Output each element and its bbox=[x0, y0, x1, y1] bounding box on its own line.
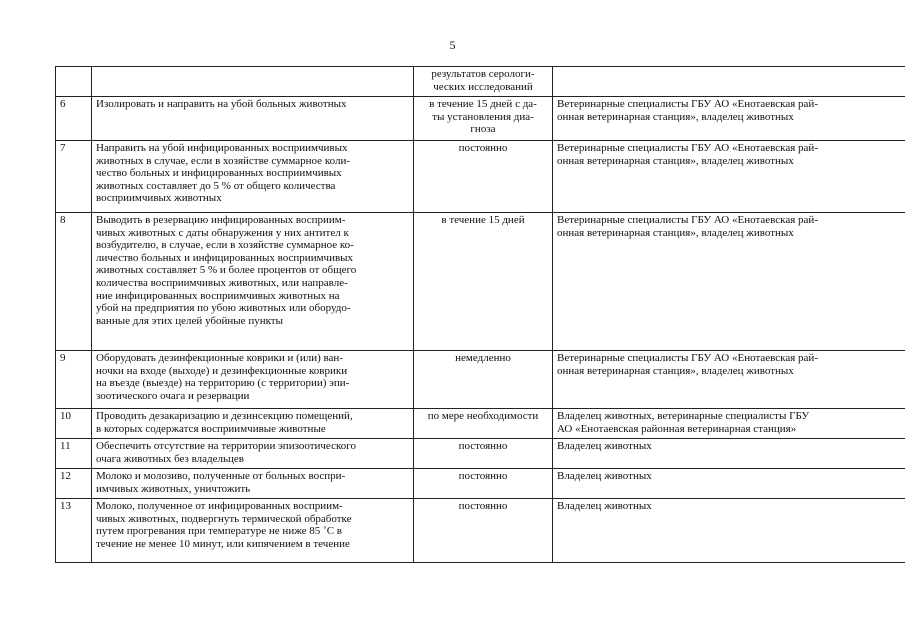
responsible-cell bbox=[553, 439, 905, 469]
measure-cell-text: Молоко и молозиво, полученные от больных воспри- имчивых животных, уничтожить bbox=[96, 470, 346, 495]
responsible-cell bbox=[553, 213, 905, 351]
measure-cell bbox=[92, 439, 414, 469]
responsible-cell bbox=[553, 499, 905, 563]
measure-cell-text: Выводить в резервацию инфицированных восприим- чивых животных с даты обнаружения у них антител к возбудителю, в случае, если в хозяйстве суммарное ко- личество больных и инфицированных восприимчивых животных составляет 5 % и более процентов от общего количества восприимчивых животных, или направле- ние инфицированных восприимчивых животных на убой на предприятия по убою животных или оборудо- ванные для этих целей убойные пункты bbox=[96, 214, 357, 327]
row-number-cell-text: 13 bbox=[60, 500, 71, 512]
row-number-cell-text: 11 bbox=[60, 440, 71, 452]
row-number-cell bbox=[56, 67, 92, 97]
table-row bbox=[56, 351, 905, 409]
term-cell-text: результатов серологи- ческих исследований bbox=[431, 68, 535, 93]
term-cell-text: постоянно bbox=[458, 470, 508, 482]
measure-cell-text: Обеспечить отсутствие на территории эпизоотического очага животных без владельцев bbox=[96, 440, 356, 465]
term-cell bbox=[414, 351, 553, 409]
row-number-cell bbox=[56, 213, 92, 351]
term-cell bbox=[414, 409, 553, 439]
responsible-cell bbox=[553, 469, 905, 499]
row-number-cell bbox=[56, 97, 92, 141]
term-cell-text: в течение 15 дней с да- ты установления диа- гноза bbox=[429, 98, 537, 136]
responsible-cell-text: Ветеринарные специалисты ГБУ АО «Енотаевская рай- онная ветеринарная станция», владелец животных bbox=[557, 142, 818, 167]
measure-cell-text: Молоко, полученное от инфицированных восприим- чивых животных, подвергнуть термической обработке путем прогревания при температуре не ниже 85 ˚С в течение не менее 10 минут, или кипячением в течение bbox=[96, 500, 352, 550]
term-cell-text: по мере необходимости bbox=[427, 410, 539, 422]
term-cell bbox=[414, 141, 553, 213]
term-cell bbox=[414, 469, 553, 499]
responsible-cell-text: Владелец животных, ветеринарные специалисты ГБУ АО «Енотаевская районная ветеринарная станция» bbox=[557, 410, 810, 435]
term-cell bbox=[414, 499, 553, 563]
responsible-cell-text: Владелец животных bbox=[557, 500, 652, 512]
responsible-cell-text: Ветеринарные специалисты ГБУ АО «Енотаевская рай- онная ветеринарная станция», владелец животных bbox=[557, 214, 818, 239]
table-row bbox=[56, 213, 905, 351]
responsible-cell bbox=[553, 67, 905, 97]
measure-cell-text: Проводить дезакаризацию и дезинсекцию помещений, в которых содержатся восприимчивые животные bbox=[96, 410, 353, 435]
term-cell-text: постоянно bbox=[458, 142, 508, 154]
term-cell-text: постоянно bbox=[458, 500, 508, 512]
page-number: 5 bbox=[449, 38, 456, 52]
term-cell bbox=[414, 213, 553, 351]
table-row bbox=[56, 409, 905, 439]
measures-table-body bbox=[56, 67, 905, 563]
term-cell bbox=[414, 97, 553, 141]
row-number-cell-text: 12 bbox=[60, 470, 71, 482]
measure-cell bbox=[92, 409, 414, 439]
measure-cell bbox=[92, 97, 414, 141]
measure-cell bbox=[92, 213, 414, 351]
row-number-cell bbox=[56, 499, 92, 563]
measure-cell bbox=[92, 499, 414, 563]
row-number-cell-text: 8 bbox=[60, 214, 66, 226]
table-row bbox=[56, 499, 905, 563]
row-number-cell-text: 9 bbox=[60, 352, 66, 364]
responsible-cell-text: Ветеринарные специалисты ГБУ АО «Енотаевская рай- онная ветеринарная станция», владелец животных bbox=[557, 352, 818, 377]
responsible-cell-text: Владелец животных bbox=[557, 440, 652, 452]
responsible-cell bbox=[553, 409, 905, 439]
term-cell-text: постоянно bbox=[458, 440, 508, 452]
row-number-cell-text: 6 bbox=[60, 98, 66, 110]
measure-cell bbox=[92, 141, 414, 213]
measure-cell bbox=[92, 351, 414, 409]
responsible-cell-text: Ветеринарные специалисты ГБУ АО «Енотаевская рай- онная ветеринарная станция», владелец животных bbox=[557, 98, 818, 123]
table-row bbox=[56, 469, 905, 499]
responsible-cell bbox=[553, 141, 905, 213]
term-cell-text: немедленно bbox=[455, 352, 511, 364]
row-number-cell bbox=[56, 439, 92, 469]
table-row bbox=[56, 439, 905, 469]
responsible-cell-text: Владелец животных bbox=[557, 470, 652, 482]
measure-cell bbox=[92, 67, 414, 97]
measure-cell-text: Оборудовать дезинфекционные коврики и (или) ван- ночки на входе (выходе) и дезинфекционные коврики на въезде (выезде) на территорию (с территории) эпи- зоотического очага и резервации bbox=[96, 352, 350, 402]
row-number-cell bbox=[56, 469, 92, 499]
responsible-cell bbox=[553, 97, 905, 141]
row-number-cell bbox=[56, 351, 92, 409]
table-row bbox=[56, 67, 905, 97]
row-number-cell bbox=[56, 141, 92, 213]
measure-cell bbox=[92, 469, 414, 499]
measures-table bbox=[55, 66, 905, 563]
row-number-cell-text: 10 bbox=[60, 410, 71, 422]
term-cell bbox=[414, 67, 553, 97]
measure-cell-text: Изолировать и направить на убой больных животных bbox=[96, 98, 347, 110]
term-cell-text: в течение 15 дней bbox=[441, 214, 525, 226]
row-number-cell-text: 7 bbox=[60, 142, 66, 154]
responsible-cell bbox=[553, 351, 905, 409]
table-row bbox=[56, 141, 905, 213]
table-row bbox=[56, 97, 905, 141]
measure-cell-text: Направить на убой инфицированных восприимчивых животных в случае, если в хозяйстве суммарное коли- чество больных и инфицированных восприимчивых животных составляет до 5 % от общего количества восприимчивых животных bbox=[96, 142, 350, 205]
row-number-cell bbox=[56, 409, 92, 439]
term-cell bbox=[414, 439, 553, 469]
